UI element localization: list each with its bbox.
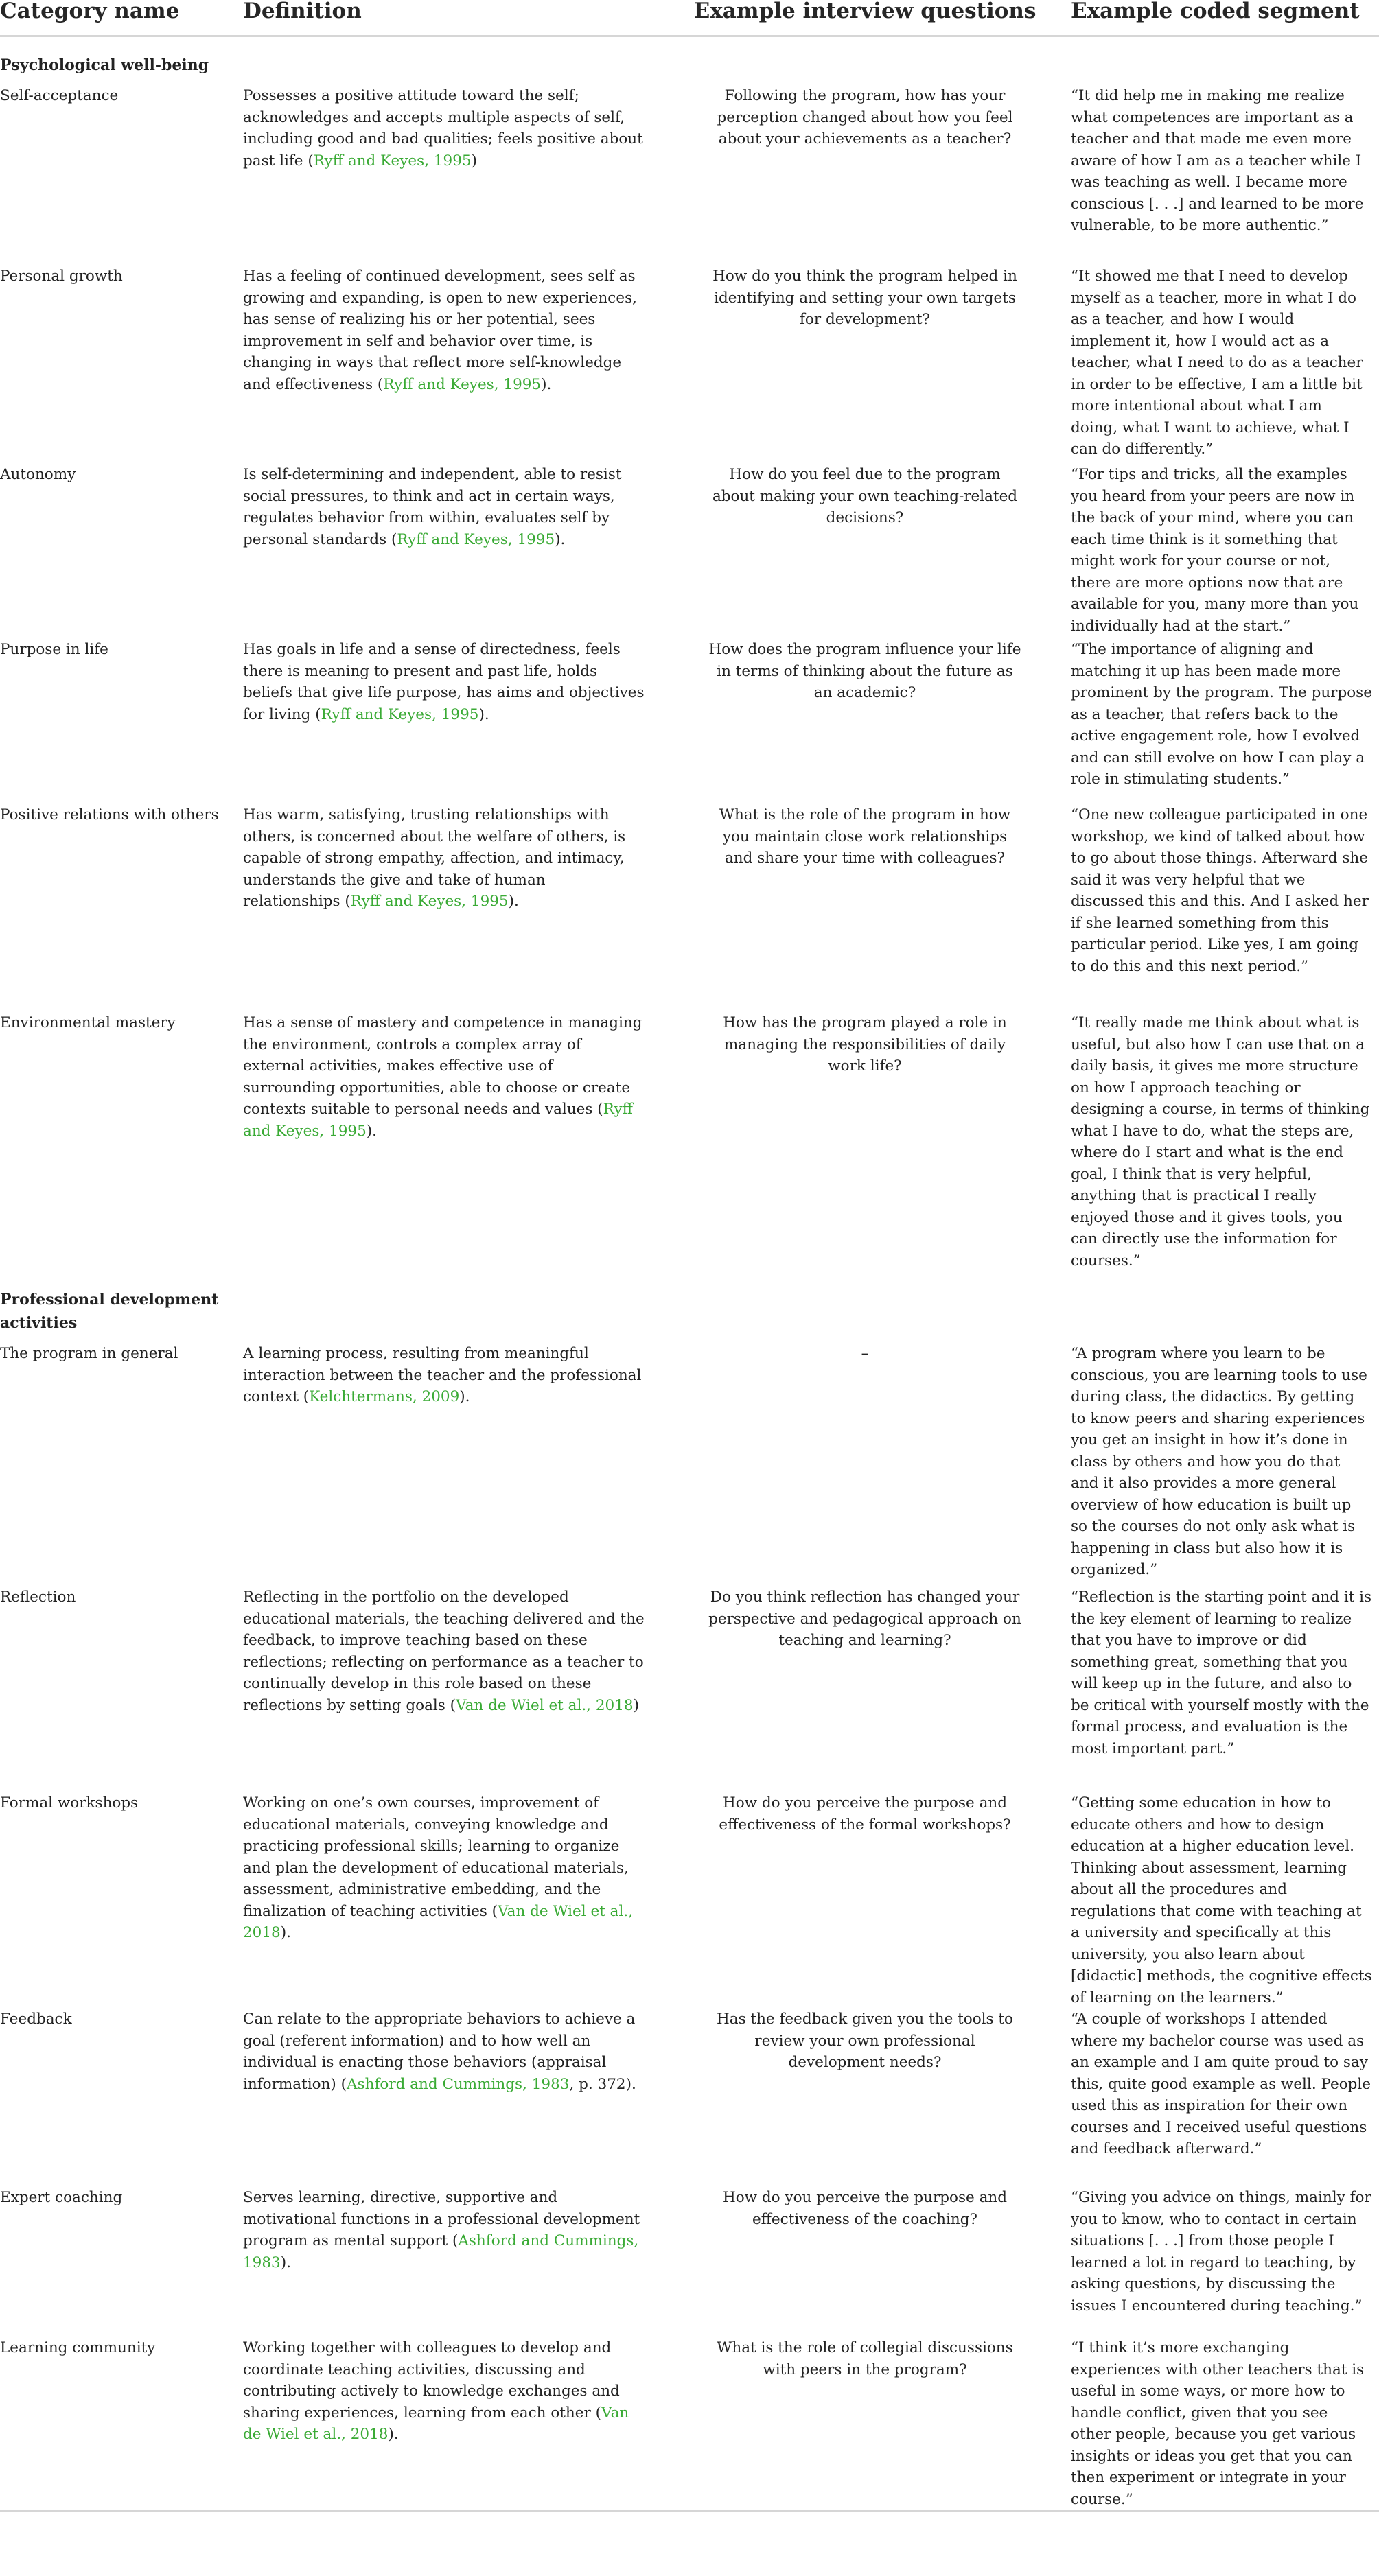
table-row: [0, 639, 1379, 804]
definition-text: Is self-determining and independent, able to resist social pressures, to think and act in certain ways, regulates behavior from within, evaluates self by personal standards (: [243, 466, 622, 548]
citation-link[interactable]: Van de Wiel et al., 2018: [243, 2404, 629, 2443]
section-spacer: [1071, 36, 1379, 86]
category-name: Self-acceptance: [0, 87, 119, 104]
definition-cell: [243, 85, 686, 266]
section-row: [0, 36, 1379, 86]
table-row: [0, 1792, 1379, 2009]
category-name: Formal workshops: [0, 1794, 139, 1812]
definition-text: Serves learning, directive, supportive and motivational functions in a professional development program as mental support (: [243, 2189, 640, 2249]
coded-segment: “I think it’s more exchanging experiences with other teachers that is useful in some ways, or more how to handle conflict, given that you see other people, because you get various insights or ideas you get that you can then experiment or integrate in your course.”: [1071, 2337, 1379, 2511]
citation-link[interactable]: Ryff and Keyes, 1995: [350, 893, 509, 910]
definition-cell: [243, 1012, 686, 1272]
definition-text: A learning process, resulting from meaningful interaction between the teacher and the professional context (: [243, 1345, 642, 1405]
citation-link[interactable]: Ryff and Keyes, 1995: [383, 375, 542, 393]
definition-cell: [243, 2187, 686, 2337]
citation-link[interactable]: Ryff and Keyes, 1995: [243, 1101, 633, 1140]
citation-link[interactable]: Van de Wiel et al., 2018: [456, 1696, 634, 1714]
section-row: [0, 1272, 1379, 1343]
table-row: [0, 804, 1379, 1012]
category-name: Autonomy: [0, 466, 76, 483]
definition-cell: [243, 464, 686, 639]
citation-link[interactable]: Kelchtermans, 2009: [309, 1388, 460, 1405]
header-category: Category name: [0, 0, 243, 36]
table-body: [0, 36, 1379, 2511]
section-title: Professional development activities: [0, 1291, 219, 1332]
section-title: Psychological well-being: [0, 56, 209, 74]
definition-end: ): [471, 152, 477, 169]
header-questions: Example interview questions: [686, 0, 1071, 36]
table-row: [0, 266, 1379, 464]
interview-question: Has the feedback given you the tools to review your own professional development needs?: [717, 2011, 1013, 2071]
table-row: [0, 2337, 1379, 2511]
definition-end: ).: [508, 893, 519, 910]
coded-segment: “It really made me think about what is useful, but also how I can use that on a daily basis, it gives me more structure on how I approach teaching or designing a course, in terms of thinking what I have to do, what the steps are, where do I start and what is the end goal, I think that is very helpful, anything that is practical I really enjoyed those and it gives tools, you can directly use the information for courses.”: [1071, 1014, 1370, 1269]
section-spacer: [243, 36, 686, 86]
citation-link[interactable]: Van de Wiel et al., 2018: [243, 1902, 634, 1941]
coded-segment: “A program where you learn to be conscious, you are learning tools to use during class, the didactics. By getting to know peers and sharing experiences you get an insight in how it’s done in class by others and how you do that and it also provides a more general overview of how education is built up so the courses do not only ask what is happening in class but also how it is organized.”: [1071, 1345, 1367, 1578]
definition-text: Has goals in life and a sense of directedness, feels there is meaning to present and past life, holds beliefs that give life purpose, has aims and objectives for living (: [243, 641, 645, 723]
category-name: Learning community: [0, 2337, 243, 2511]
definition-cell: [243, 1792, 686, 2009]
definition-cell: [243, 2009, 686, 2187]
definition-cell: [243, 639, 686, 804]
definition-text: Working together with colleagues to develop and coordinate teaching activities, discussing and contributing actively to knowledge exchanges and sharing experiences, learning from each other (: [243, 2339, 620, 2422]
interview-question: Following the program, how has your perception changed about how you feel about your achievements as a teacher?: [717, 87, 1013, 148]
definition-end: ).: [478, 705, 489, 723]
section-spacer: [686, 36, 1071, 86]
header-segment: Example coded segment: [1071, 0, 1379, 36]
citation-link[interactable]: Ryff and Keyes, 1995: [397, 530, 555, 548]
definition-cell: [243, 266, 686, 464]
coded-segment: “It showed me that I need to develop myself as a teacher, more in what I do as a teacher, and how I would implement it, how I would act as a teacher, what I need to do as a teacher in order to be effective, I am a little bit more intentional about what I am doing, what I want to achieve, what I can do differently.”: [1071, 268, 1363, 458]
coded-segment: “Getting some education in how to educate others and how to design education at a higher education level. Thinking about assessment, learning about all the procedures and regulations that come with teaching at a university and specifically at this university, you also learn about [didactic] methods, the cognitive effects of learning on the learners.”: [1071, 1794, 1372, 2006]
interview-question: How does the program influence your life in terms of thinking about the future as an academic?: [708, 641, 1021, 701]
section-spacer: [243, 1272, 686, 1343]
table-row: [0, 2187, 1379, 2337]
category-name: The program in general: [0, 1345, 178, 1362]
coded-segment: “The importance of aligning and matching it up has been made more prominent by the program. The purpose as a teacher, that refers back to the active engagement role, how I evolved and can still evolve on how I can play a role in stimulating students.”: [1071, 641, 1372, 788]
table-header: [0, 0, 1379, 36]
definition-text: Has a sense of mastery and competence in managing the environment, controls a complex array of external activities, makes effective use of surrounding opportunities, able to choose or create contexts suitable to personal needs and values (: [243, 1014, 642, 1118]
section-spacer: [1071, 1272, 1379, 1343]
definition-end: ).: [541, 375, 552, 393]
interview-question: How do you perceive the purpose and effectiveness of the coaching?: [722, 2189, 1007, 2228]
citation-link[interactable]: Ashford and Cummings, 1983: [347, 2075, 570, 2093]
interview-question: How has the program played a role in managing the responsibilities of daily work life?: [723, 1014, 1007, 1075]
definition-text: Can relate to the appropriate behaviors to achieve a goal (referent information) and to how well an individual is enacting those behaviors (appraisal information) (: [243, 2011, 636, 2093]
definition-end: ).: [280, 1924, 291, 1941]
category-name: Environmental mastery: [0, 1014, 176, 1031]
category-name: Purpose in life: [0, 641, 108, 658]
interview-question: How do you feel due to the program about making your own teaching-related decisions?: [712, 466, 1018, 526]
interview-question: –: [861, 1345, 869, 1362]
table-row: [0, 2009, 1379, 2187]
definition-end: ): [633, 1696, 639, 1714]
definition-end: ).: [555, 530, 566, 548]
header-definition: Definition: [243, 0, 686, 36]
coded-segment: “Giving you advice on things, mainly for you to know, who to contact in certain situations [. . .] from those people I learned a lot in regard to teaching, by asking questions, by discussing the issues I encountered during teaching.”: [1071, 2189, 1371, 2315]
interview-question: Do you think reflection has changed your perspective and pedagogical approach on teaching and learning?: [708, 1589, 1021, 1649]
citation-link[interactable]: Ashford and Cummings, 1983: [243, 2232, 639, 2271]
category-name: Positive relations with others: [0, 806, 219, 823]
category-name: Feedback: [0, 2011, 72, 2028]
definition-end: ).: [366, 1122, 377, 1140]
definition-cell: [243, 1343, 686, 1586]
section-spacer: [686, 1272, 1071, 1343]
category-name: Personal growth: [0, 268, 123, 285]
table-row: [0, 464, 1379, 639]
definition-cell: [243, 804, 686, 1012]
coded-segment: “It did help me in making me realize what competences are important as a teacher and that made me even more aware of how I am as a teacher while I was teaching as well. I became more conscious [. . .] and learned to be more vulnerable, to be more authentic.”: [1071, 87, 1364, 234]
interview-question: How do you think the program helped in identifying and setting your own targets for development?: [712, 268, 1017, 328]
citation-link[interactable]: Ryff and Keyes, 1995: [321, 705, 479, 723]
table-row: [0, 1343, 1379, 1586]
table-row: [0, 1012, 1379, 1272]
definition-end: ).: [459, 1388, 470, 1405]
coded-segment: “A couple of workshops I attended where my bachelor course was used as an example and I am quite proud to say this, quite good example as well. People used this as inspiration for their own courses and I received useful questions and feedback afterward.”: [1071, 2011, 1371, 2157]
citation-link[interactable]: Ryff and Keyes, 1995: [313, 152, 472, 169]
coded-segment: “Reflection is the starting point and it is the key element of learning to realize that you have to improve or did something great, something that you will keep up in the future, and also to be critical with yourself mostly with the formal process, and evaluation is the most important part.”: [1071, 1589, 1372, 1757]
interview-question: What is the role of collegial discussions with peers in the program?: [686, 2337, 1071, 2511]
category-name: Expert coaching: [0, 2189, 123, 2206]
definition-text: Possesses a positive attitude toward the self; acknowledges and accepts multiple aspects of self, including good and bad qualities; feels positive about past life (: [243, 87, 643, 169]
interview-question: How do you perceive the purpose and effectiveness of the formal workshops?: [719, 1794, 1011, 1834]
definition-text: Reflecting in the portfolio on the developed educational materials, the teaching delivered and the feedback, to improve teaching based on these reflections; reflecting on performance as a teacher to continually develop in this role based on these reflections by setting goals (: [243, 1589, 645, 1714]
coded-segment: “For tips and tricks, all the examples you heard from your peers are now in the back of your mind, where you can each time think is it something that might work for your course or not, there are more options now that are available for you, many more than you individually had at the start.”: [1071, 466, 1359, 635]
definition-text: Working on one’s own courses, improvement of educational materials, conveying knowledge and practicing professional skills; learning to organize and plan the development of educational materials, assessment, administrative embedding, and the finalization of teaching activities (: [243, 1794, 629, 1920]
definition-cell: [243, 1586, 686, 1792]
definition-text: Has a feeling of continued development, sees self as growing and expanding, is open to new experiences, has sense of realizing his or her potential, sees improvement in self and behavior over time, is changing in ways that reflect more self-knowledge and effectiveness (: [243, 268, 637, 393]
coded-segment: “One new colleague participated in one workshop, we kind of talked about how to go about those things. Afterward she said it was very helpful that we discussed this and this. And I asked her if she learned something from this particular period. Like yes, I am going to do this and this next period.”: [1071, 806, 1369, 975]
definition-cell: [243, 2337, 686, 2511]
definition-end: , p. 372).: [569, 2075, 636, 2093]
table-row: [0, 1586, 1379, 1792]
definition-end: ).: [280, 2253, 291, 2271]
table-row: [0, 85, 1379, 266]
definition-end: ).: [388, 2426, 399, 2443]
category-name: Reflection: [0, 1589, 76, 1606]
interview-question: What is the role of the program in how you maintain close work relationships and share your time with colleagues?: [719, 806, 1011, 867]
definition-text: Has warm, satisfying, trusting relationships with others, is concerned about the welfare of others, is capable of strong empathy, affection, and intimacy, understands the give and take of human relationships (: [243, 806, 626, 910]
